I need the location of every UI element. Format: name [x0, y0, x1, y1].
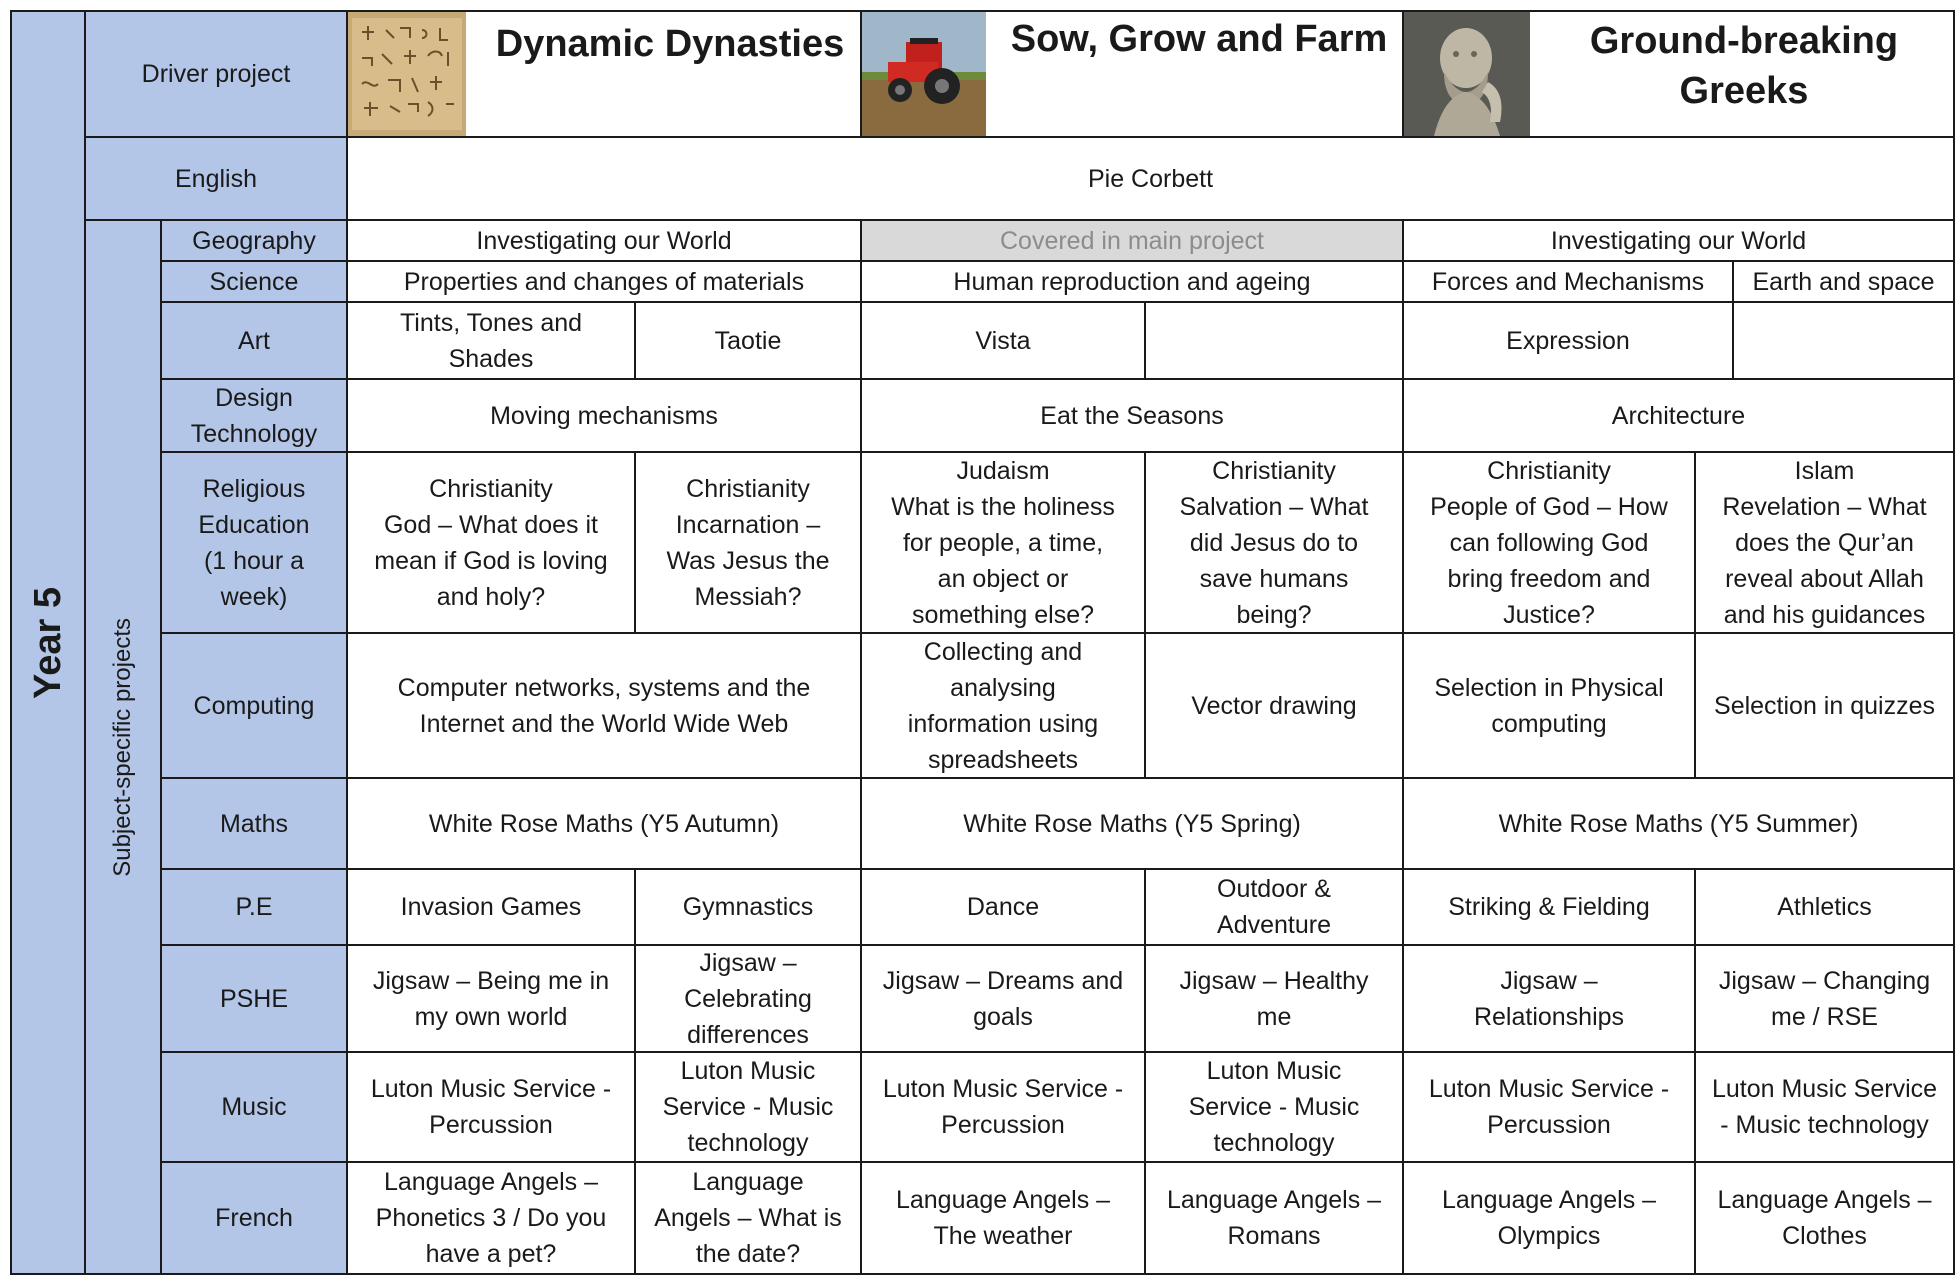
- cell-text: Geography: [192, 226, 316, 255]
- cell-text: Language Angels – What is the date?: [654, 1168, 842, 1268]
- cell-text: Collecting and analysing information using spreadsheets: [907, 637, 1099, 774]
- maths-autumn: [346, 777, 862, 870]
- project-title-1: [480, 14, 860, 74]
- science-label: [160, 260, 348, 303]
- french-label: [160, 1161, 348, 1275]
- cell-text: Athletics: [1777, 893, 1872, 921]
- cell-text: Language Angels – Clothes: [1717, 1186, 1932, 1250]
- cell-text: Investigating our World: [1550, 226, 1807, 255]
- cell-text: Luton Music Service - Music technology: [1188, 1057, 1360, 1157]
- science-summer-2: [1732, 260, 1955, 303]
- side-label: Subject-specific projects: [109, 617, 136, 877]
- maths-summer: [1402, 777, 1955, 870]
- cell-text: Sow, Grow and Farm: [1010, 18, 1388, 60]
- computing-spring-1: [860, 632, 1146, 779]
- cell-text: Gymnastics: [682, 893, 814, 921]
- re-spring-2: [1144, 451, 1404, 634]
- cell-text: Investigating our World: [476, 226, 732, 255]
- pe-autumn-1: [346, 868, 636, 946]
- greek-statue-image: [1404, 12, 1530, 136]
- french-spring-2: [1144, 1161, 1404, 1275]
- cell-text: Luton Music Service - Percussion: [882, 1075, 1124, 1139]
- pshe-label: [160, 944, 348, 1053]
- cell-text: Properties and changes of materials: [403, 267, 805, 296]
- science-spring: [860, 260, 1404, 303]
- pshe-summer-2: [1694, 944, 1955, 1053]
- cell-text: PSHE: [219, 984, 289, 1013]
- cell-text: Christianity People of God – How can following God bring freedom and Justice?: [1430, 456, 1668, 629]
- side-label-cell: [84, 219, 162, 1275]
- music-summer-1: [1402, 1051, 1696, 1163]
- computing-autumn: [346, 632, 862, 779]
- english-value: [346, 136, 1955, 221]
- science-autumn: [346, 260, 862, 303]
- french-summer-2: [1694, 1161, 1955, 1275]
- cell-text: Moving mechanisms: [490, 401, 718, 430]
- dt-spring: [860, 378, 1404, 453]
- cell-text: Art: [238, 326, 270, 355]
- geography-spring: [860, 219, 1404, 262]
- cell-text: Computing: [193, 691, 315, 720]
- cell-text: Tints, Tones and Shades: [399, 308, 583, 373]
- re-label: [160, 451, 348, 634]
- art-summer-2: [1732, 301, 1955, 380]
- cell-text: Vista: [975, 326, 1031, 355]
- ancient-tablet-image: [348, 12, 466, 136]
- cell-text: Luton Music Service - Music technology: [662, 1057, 834, 1157]
- pshe-autumn-1: [346, 944, 636, 1053]
- cell-text: Eat the Seasons: [1040, 401, 1224, 430]
- cell-text: Music: [221, 1093, 287, 1121]
- cell-text: Jigsaw – Being me in my own world: [372, 966, 610, 1031]
- french-autumn-1: [346, 1161, 636, 1275]
- computing-summer-2: [1694, 632, 1955, 779]
- tractor-image: [862, 12, 986, 136]
- cell-text: Taotie: [714, 326, 782, 355]
- cell-text: Luton Music Service - Music technology: [1711, 1075, 1938, 1139]
- cell-text: White Rose Maths (Y5 Summer): [1498, 809, 1859, 838]
- english-label: [84, 136, 348, 221]
- year-label-cell: [10, 10, 86, 1275]
- driver-project-label: [84, 10, 348, 138]
- cell-text: English: [175, 164, 257, 193]
- cell-text: Language Angels – Romans: [1166, 1186, 1382, 1250]
- cell-text: Vector drawing: [1191, 691, 1357, 720]
- pshe-autumn-2: [634, 944, 862, 1053]
- french-summer-1: [1402, 1161, 1696, 1275]
- cell-text: Jigsaw – Changing me / RSE: [1718, 966, 1931, 1031]
- re-autumn-1: [346, 451, 636, 634]
- cell-text: Architecture: [1611, 401, 1746, 430]
- project-title-3: [1534, 12, 1954, 120]
- cell-text: Jigsaw – Celebrating differences: [684, 948, 812, 1049]
- pe-spring-1: [860, 868, 1146, 946]
- music-spring-2: [1144, 1051, 1404, 1163]
- computing-spring-2: [1144, 632, 1404, 779]
- music-autumn-1: [346, 1051, 636, 1163]
- cell-text: Invasion Games: [400, 893, 582, 921]
- cell-text: Christianity Salvation – What did Jesus do to save humans being?: [1179, 456, 1369, 629]
- cell-text: Religious Education (1 hour a week): [198, 474, 310, 611]
- cell-text: Computer networks, systems and the Internet and the World Wide Web: [397, 673, 811, 738]
- cell-text: French: [215, 1204, 293, 1232]
- art-autumn-1: [346, 301, 636, 380]
- cell-text: Expression: [1506, 326, 1630, 355]
- computing-summer-1: [1402, 632, 1696, 779]
- re-summer-1: [1402, 451, 1696, 634]
- cell-text: Forces and Mechanisms: [1431, 267, 1705, 296]
- cell-text: Language Angels – Phonetics 3 / Do you have a pet?: [375, 1168, 607, 1268]
- computing-label: [160, 632, 348, 779]
- dt-summer: [1402, 378, 1955, 453]
- re-summer-2: [1694, 451, 1955, 634]
- geography-label: [160, 219, 348, 262]
- art-spring-2: [1144, 301, 1404, 380]
- cell-text: Judaism What is the holiness for people, a time, an object or something else?: [891, 456, 1115, 629]
- cell-text: P.E: [235, 893, 273, 921]
- cell-text: Covered in main project: [999, 226, 1264, 255]
- pe-summer-2: [1694, 868, 1955, 946]
- cell-text: Christianity God – What does it mean if God is loving and holy?: [374, 474, 608, 611]
- maths-label: [160, 777, 348, 870]
- cell-text: Language Angels – Olympics: [1441, 1186, 1657, 1250]
- cell-text: Pie Corbett: [1087, 164, 1214, 193]
- cell-text: Human reproduction and ageing: [953, 267, 1311, 296]
- pshe-spring-2: [1144, 944, 1404, 1053]
- art-summer-1: [1402, 301, 1734, 380]
- cell-text: Ground-breaking Greeks: [1589, 20, 1899, 112]
- re-spring-1: [860, 451, 1146, 634]
- cell-text: Earth and space: [1752, 267, 1935, 296]
- music-label: [160, 1051, 348, 1163]
- science-summer-1: [1402, 260, 1734, 303]
- music-summer-2: [1694, 1051, 1955, 1163]
- cell-text: Luton Music Service - Percussion: [1428, 1075, 1670, 1139]
- music-spring-1: [860, 1051, 1146, 1163]
- maths-spring: [860, 777, 1404, 870]
- dt-label: [160, 378, 348, 453]
- cell-text: Luton Music Service - Percussion: [370, 1075, 612, 1139]
- music-autumn-2: [634, 1051, 862, 1163]
- cell-text: White Rose Maths (Y5 Spring): [963, 809, 1301, 838]
- pe-summer-1: [1402, 868, 1696, 946]
- cell-text: Jigsaw – Healthy me: [1179, 966, 1369, 1031]
- french-autumn-2: [634, 1161, 862, 1275]
- pshe-spring-1: [860, 944, 1146, 1053]
- cell-text: Maths: [219, 809, 289, 838]
- cell-text: Design Technology: [190, 383, 318, 448]
- cell-text: Christianity Incarnation – Was Jesus the Messiah?: [666, 474, 830, 611]
- cell-text: Jigsaw – Relationships: [1473, 966, 1625, 1031]
- geography-autumn: [346, 219, 862, 262]
- cell-text: Selection in quizzes: [1714, 691, 1935, 720]
- year-label: Year 5: [27, 586, 69, 699]
- cell-text: Science: [209, 267, 299, 296]
- french-spring-1: [860, 1161, 1146, 1275]
- cell-text: Language Angels – The weather: [895, 1186, 1111, 1250]
- pe-label: [160, 868, 348, 946]
- art-autumn-2: [634, 301, 862, 380]
- cell-text: Islam Revelation – What does the Qur’an reveal about Allah and his guidances: [1722, 456, 1927, 629]
- art-label: [160, 301, 348, 380]
- re-autumn-2: [634, 451, 862, 634]
- pe-autumn-2: [634, 868, 862, 946]
- geography-summer: [1402, 219, 1955, 262]
- dt-autumn: [346, 378, 862, 453]
- cell-text: Driver project: [141, 60, 291, 88]
- cell-text: Dynamic Dynasties: [495, 23, 845, 65]
- pshe-summer-1: [1402, 944, 1696, 1053]
- cell-text: Selection in Physical computing: [1434, 673, 1664, 738]
- cell-text: Jigsaw – Dreams and goals: [882, 966, 1124, 1031]
- project-title-2: [996, 10, 1402, 68]
- cell-text: Outdoor & Adventure: [1217, 875, 1331, 939]
- cell-text: White Rose Maths (Y5 Autumn): [428, 809, 780, 838]
- cell-text: Dance: [966, 893, 1040, 921]
- cell-text: Striking & Fielding: [1448, 893, 1650, 921]
- art-spring-1: [860, 301, 1146, 380]
- pe-spring-2: [1144, 868, 1404, 946]
